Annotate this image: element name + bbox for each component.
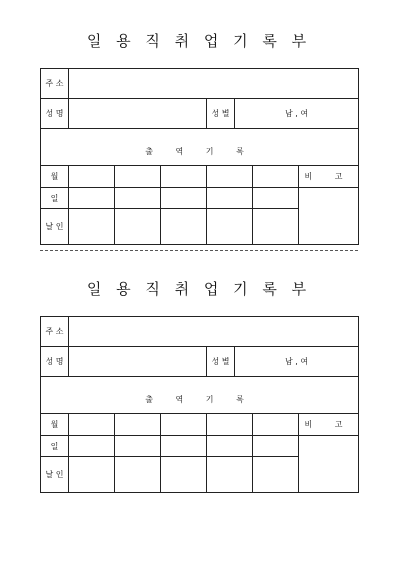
month-cell-3[interactable] (161, 414, 207, 436)
month-cell-4[interactable] (207, 414, 253, 436)
day-cell-5[interactable] (253, 188, 299, 209)
confirm-cell-4[interactable] (207, 209, 253, 245)
month-cell-5[interactable] (253, 166, 299, 188)
day-cell-5[interactable] (253, 436, 299, 457)
address-label: 주 소 (41, 317, 69, 347)
gender-label: 성 별 (207, 347, 235, 376)
month-cell-2[interactable] (115, 166, 161, 188)
confirm-cell-2[interactable] (115, 457, 161, 493)
cut-line-divider (40, 250, 358, 251)
remarks-field[interactable] (299, 188, 359, 245)
remarks-label: 비 고 (299, 414, 359, 436)
month-cell-1[interactable] (69, 166, 115, 188)
gender-label: 성 별 (207, 99, 235, 128)
day-cell-3[interactable] (161, 436, 207, 457)
month-cell-5[interactable] (253, 414, 299, 436)
confirm-label: 날 인 (41, 209, 69, 245)
day-label: 일 (41, 188, 69, 209)
month-cell-1[interactable] (69, 414, 115, 436)
name-field[interactable] (69, 99, 207, 129)
name-label: 성 명 (41, 99, 69, 129)
month-cell-4[interactable] (207, 166, 253, 188)
confirm-label: 날 인 (41, 457, 69, 493)
month-label: 월 (41, 166, 69, 188)
confirm-cell-5[interactable] (253, 209, 299, 245)
confirm-cell-3[interactable] (161, 457, 207, 493)
address-field[interactable] (69, 69, 359, 99)
record-table (40, 316, 359, 493)
confirm-cell-4[interactable] (207, 457, 253, 493)
day-cell-3[interactable] (161, 188, 207, 209)
address-label: 주 소 (41, 69, 69, 99)
record-table (40, 68, 359, 245)
confirm-cell-2[interactable] (115, 209, 161, 245)
day-cell-4[interactable] (207, 436, 253, 457)
confirm-cell-5[interactable] (253, 457, 299, 493)
gender-value[interactable]: 남 , 여 (284, 109, 309, 118)
confirm-cell-1[interactable] (69, 457, 115, 493)
name-label: 성 명 (41, 347, 69, 377)
month-cell-2[interactable] (115, 414, 161, 436)
confirm-cell-1[interactable] (69, 209, 115, 245)
day-cell-4[interactable] (207, 188, 253, 209)
attendance-record-header: 출 역 기 록 (41, 377, 359, 414)
confirm-cell-3[interactable] (161, 209, 207, 245)
remarks-label: 비 고 (299, 166, 359, 188)
month-cell-3[interactable] (161, 166, 207, 188)
attendance-record-header: 출 역 기 록 (41, 129, 359, 166)
employment-record-form-1 (40, 30, 358, 245)
day-label: 일 (41, 436, 69, 457)
form-title: 일 용 직 취 업 기 록 부 (86, 280, 312, 298)
day-cell-2[interactable] (115, 188, 161, 209)
remarks-field[interactable] (299, 436, 359, 493)
address-field[interactable] (69, 317, 359, 347)
day-cell-2[interactable] (115, 436, 161, 457)
employment-record-form-2 (40, 278, 358, 493)
name-field[interactable] (69, 347, 207, 377)
day-cell-1[interactable] (69, 188, 115, 209)
day-cell-1[interactable] (69, 436, 115, 457)
month-label: 월 (41, 414, 69, 436)
gender-value[interactable]: 남 , 여 (284, 357, 309, 366)
form-title: 일 용 직 취 업 기 록 부 (86, 32, 312, 50)
